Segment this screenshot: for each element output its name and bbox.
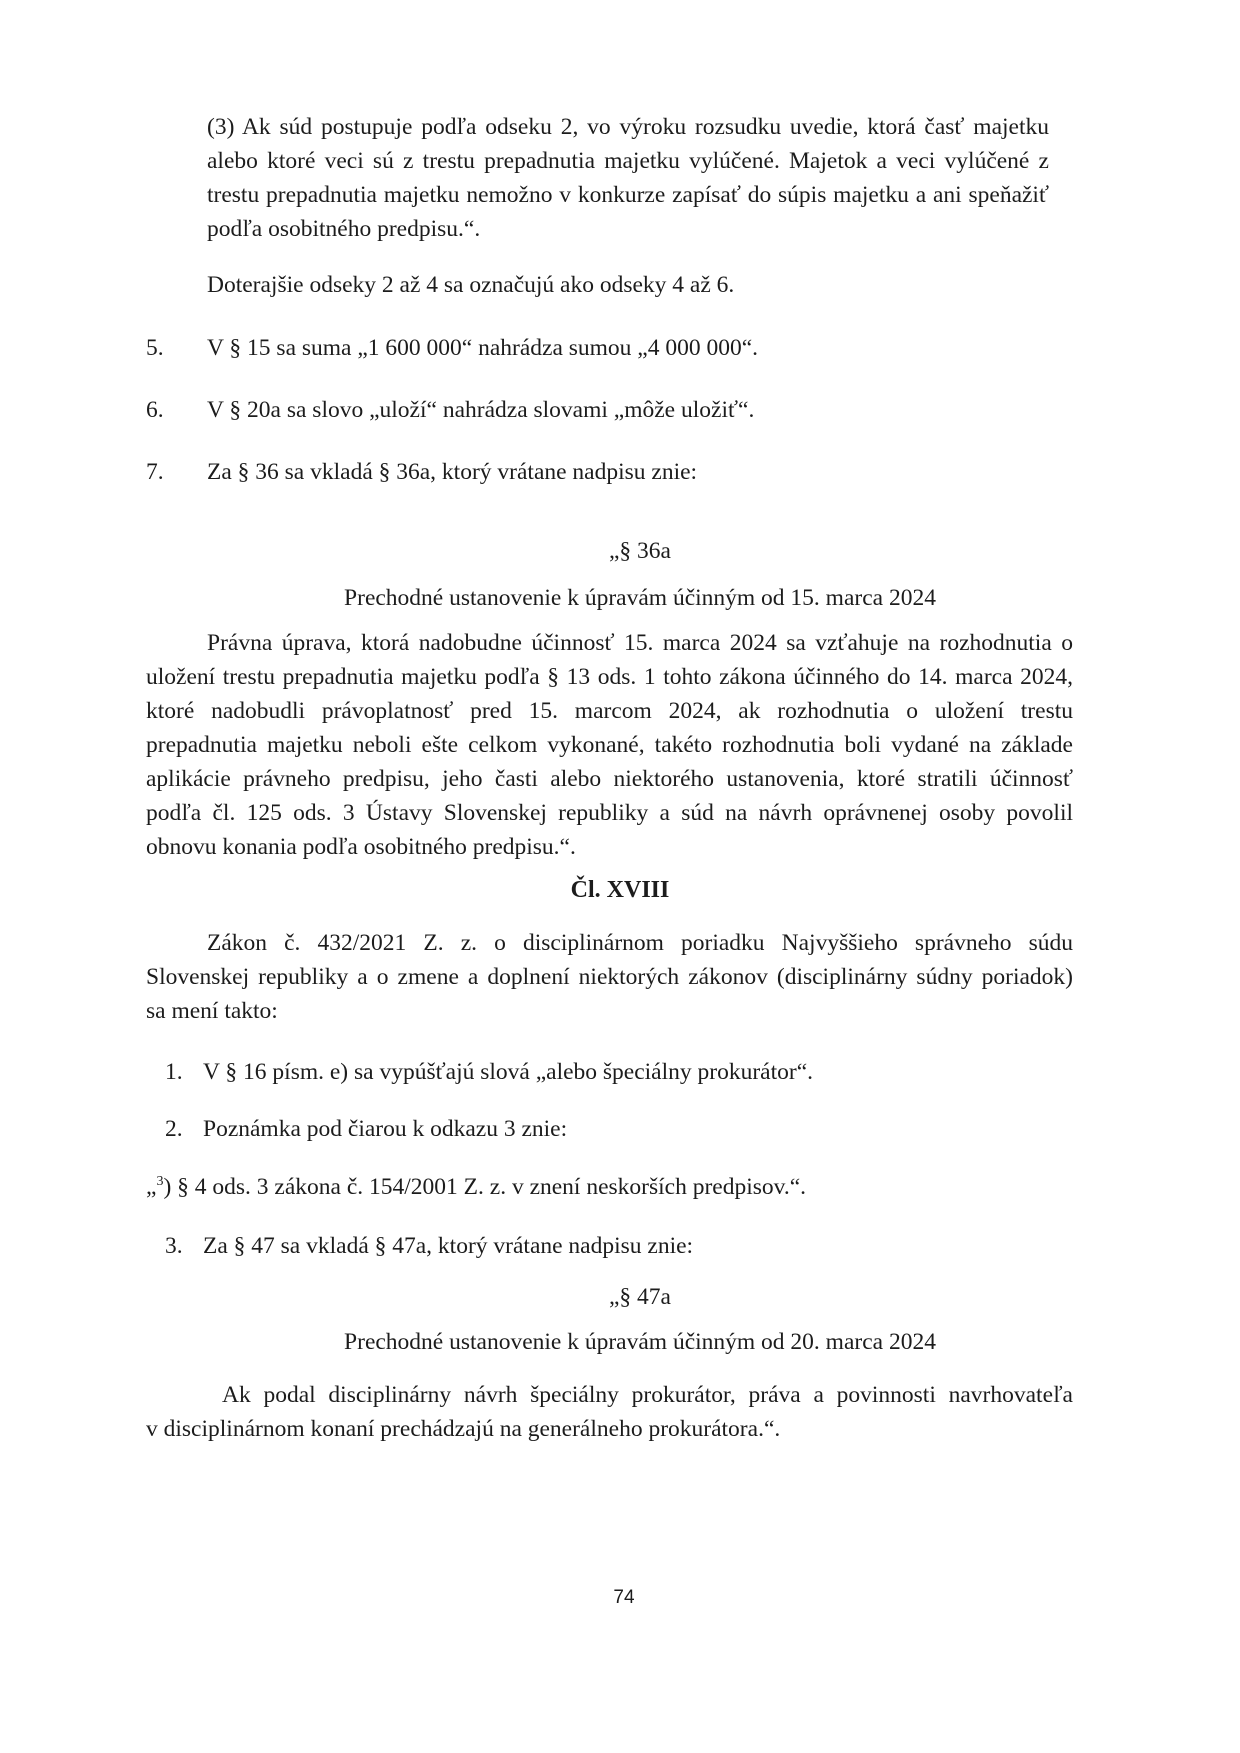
item-number: 7. xyxy=(146,459,164,485)
body-line: Právna úprava, ktorá nadobudne účinnosť 15. marca 2024 sa vzťahuje na rozhodnutia o xyxy=(207,630,1073,656)
item-number: 2. xyxy=(165,1116,183,1142)
body-line: ktoré nadobudli právoplatnosť pred 15. marcom 2024, ak rozhodnutia o uložení trestu xyxy=(146,698,1073,724)
item-number: 5. xyxy=(146,335,164,361)
body-line: uložení trestu prepadnutia majetku podľa § 13 ods. 1 tohto zákona účinného do 14. marca 2024, xyxy=(146,664,1073,690)
article-intro-continued xyxy=(146,966,1073,1034)
paragraph-line: trestu prepadnutia majetku nemožno v konkurze zapísať do súpis majetku a ani speňažiť xyxy=(207,182,1049,208)
paragraph-line: alebo ktoré veci sú z trestu prepadnutia majetku vylúčené. Majetok a veci vylúčené z xyxy=(207,148,1049,174)
intro-line: Slovenskej republiky a o zmene a doplnení niektorých zákonov (disciplinárny súdny poriadok) xyxy=(146,964,1073,990)
item-text: Za § 47 sa vkladá § 47a, ktorý vrátane nadpisu znie: xyxy=(203,1233,694,1259)
section-heading: „§ 47a xyxy=(609,1284,671,1310)
item-number: 1. xyxy=(165,1059,183,1085)
item-text: V § 20a sa slovo „uloží“ nahrádza slovami „môže uložiť“. xyxy=(207,397,755,423)
item-number: 6. xyxy=(146,397,164,423)
paragraph-3 xyxy=(207,116,1049,150)
section-body xyxy=(207,632,1073,666)
article-intro xyxy=(207,932,1073,966)
paragraph-line: (3) Ak súd postupuje podľa odseku 2, vo výroku rozsudku uvedie, ktorá časť majetku xyxy=(207,114,1049,140)
section-title: Prechodné ustanovenie k úpravám účinným od 20. marca 2024 xyxy=(344,1329,936,1355)
body-line: prepadnutia majetku neboli ešte celkom vykonané, takéto rozhodnutia boli vydané na základe xyxy=(146,732,1073,758)
item-number: 3. xyxy=(165,1233,183,1259)
section-body-continued xyxy=(146,666,1073,870)
body-line: Ak podal disciplinárny návrh špeciálny prokurátor, práva a povinnosti navrhovateľa xyxy=(222,1382,1073,1408)
renumber-note: Doterajšie odseky 2 až 4 sa označujú ako odseky 4 až 6. xyxy=(207,272,735,298)
item-text: Poznámka pod čiarou k odkazu 3 znie: xyxy=(203,1116,568,1142)
item-text: V § 15 sa suma „1 600 000“ nahrádza sumou „4 000 000“. xyxy=(207,335,759,361)
item-text: V § 16 písm. e) sa vypúšťajú slová „alebo špeciálny prokurátor“. xyxy=(203,1059,814,1085)
body-line: podľa čl. 125 ods. 3 Ústavy Slovenskej republiky a súd na návrh oprávnenej osoby povolil xyxy=(146,800,1073,826)
paragraph-3-continued xyxy=(207,150,1049,252)
body-line: aplikácie právneho predpisu, jeho časti alebo niektorého ustanovenia, ktoré stratili účinnosť xyxy=(146,766,1073,792)
section-title: Prechodné ustanovenie k úpravám účinným od 15. marca 2024 xyxy=(344,585,936,611)
section-heading: „§ 36a xyxy=(609,538,671,564)
section-body xyxy=(222,1384,1073,1418)
intro-line: sa mení takto: xyxy=(146,998,278,1024)
body-line: v disciplinárnom konaní prechádzajú na generálneho prokurátora.“. xyxy=(146,1416,781,1442)
footnote-marker: 3 xyxy=(156,1174,164,1189)
intro-line: Zákon č. 432/2021 Z. z. o disciplinárnom poriadku Najvyššieho správneho súdu xyxy=(207,930,1073,956)
page-number: 74 xyxy=(613,1587,635,1608)
article-heading: Čl. XVIII xyxy=(570,877,670,903)
paragraph-line: podľa osobitného predpisu.“. xyxy=(207,216,481,242)
footnote-body: ) § 4 ods. 3 zákona č. 154/2001 Z. z. v znení neskorších predpisov.“. xyxy=(163,1174,807,1200)
item-text: Za § 36 sa vkladá § 36a, ktorý vrátane nadpisu znie: xyxy=(207,459,698,485)
footnote-text xyxy=(146,1176,806,1200)
body-line: obnovu konania podľa osobitného predpisu.“. xyxy=(146,834,576,860)
footnote-open-quote: „ xyxy=(146,1174,157,1200)
